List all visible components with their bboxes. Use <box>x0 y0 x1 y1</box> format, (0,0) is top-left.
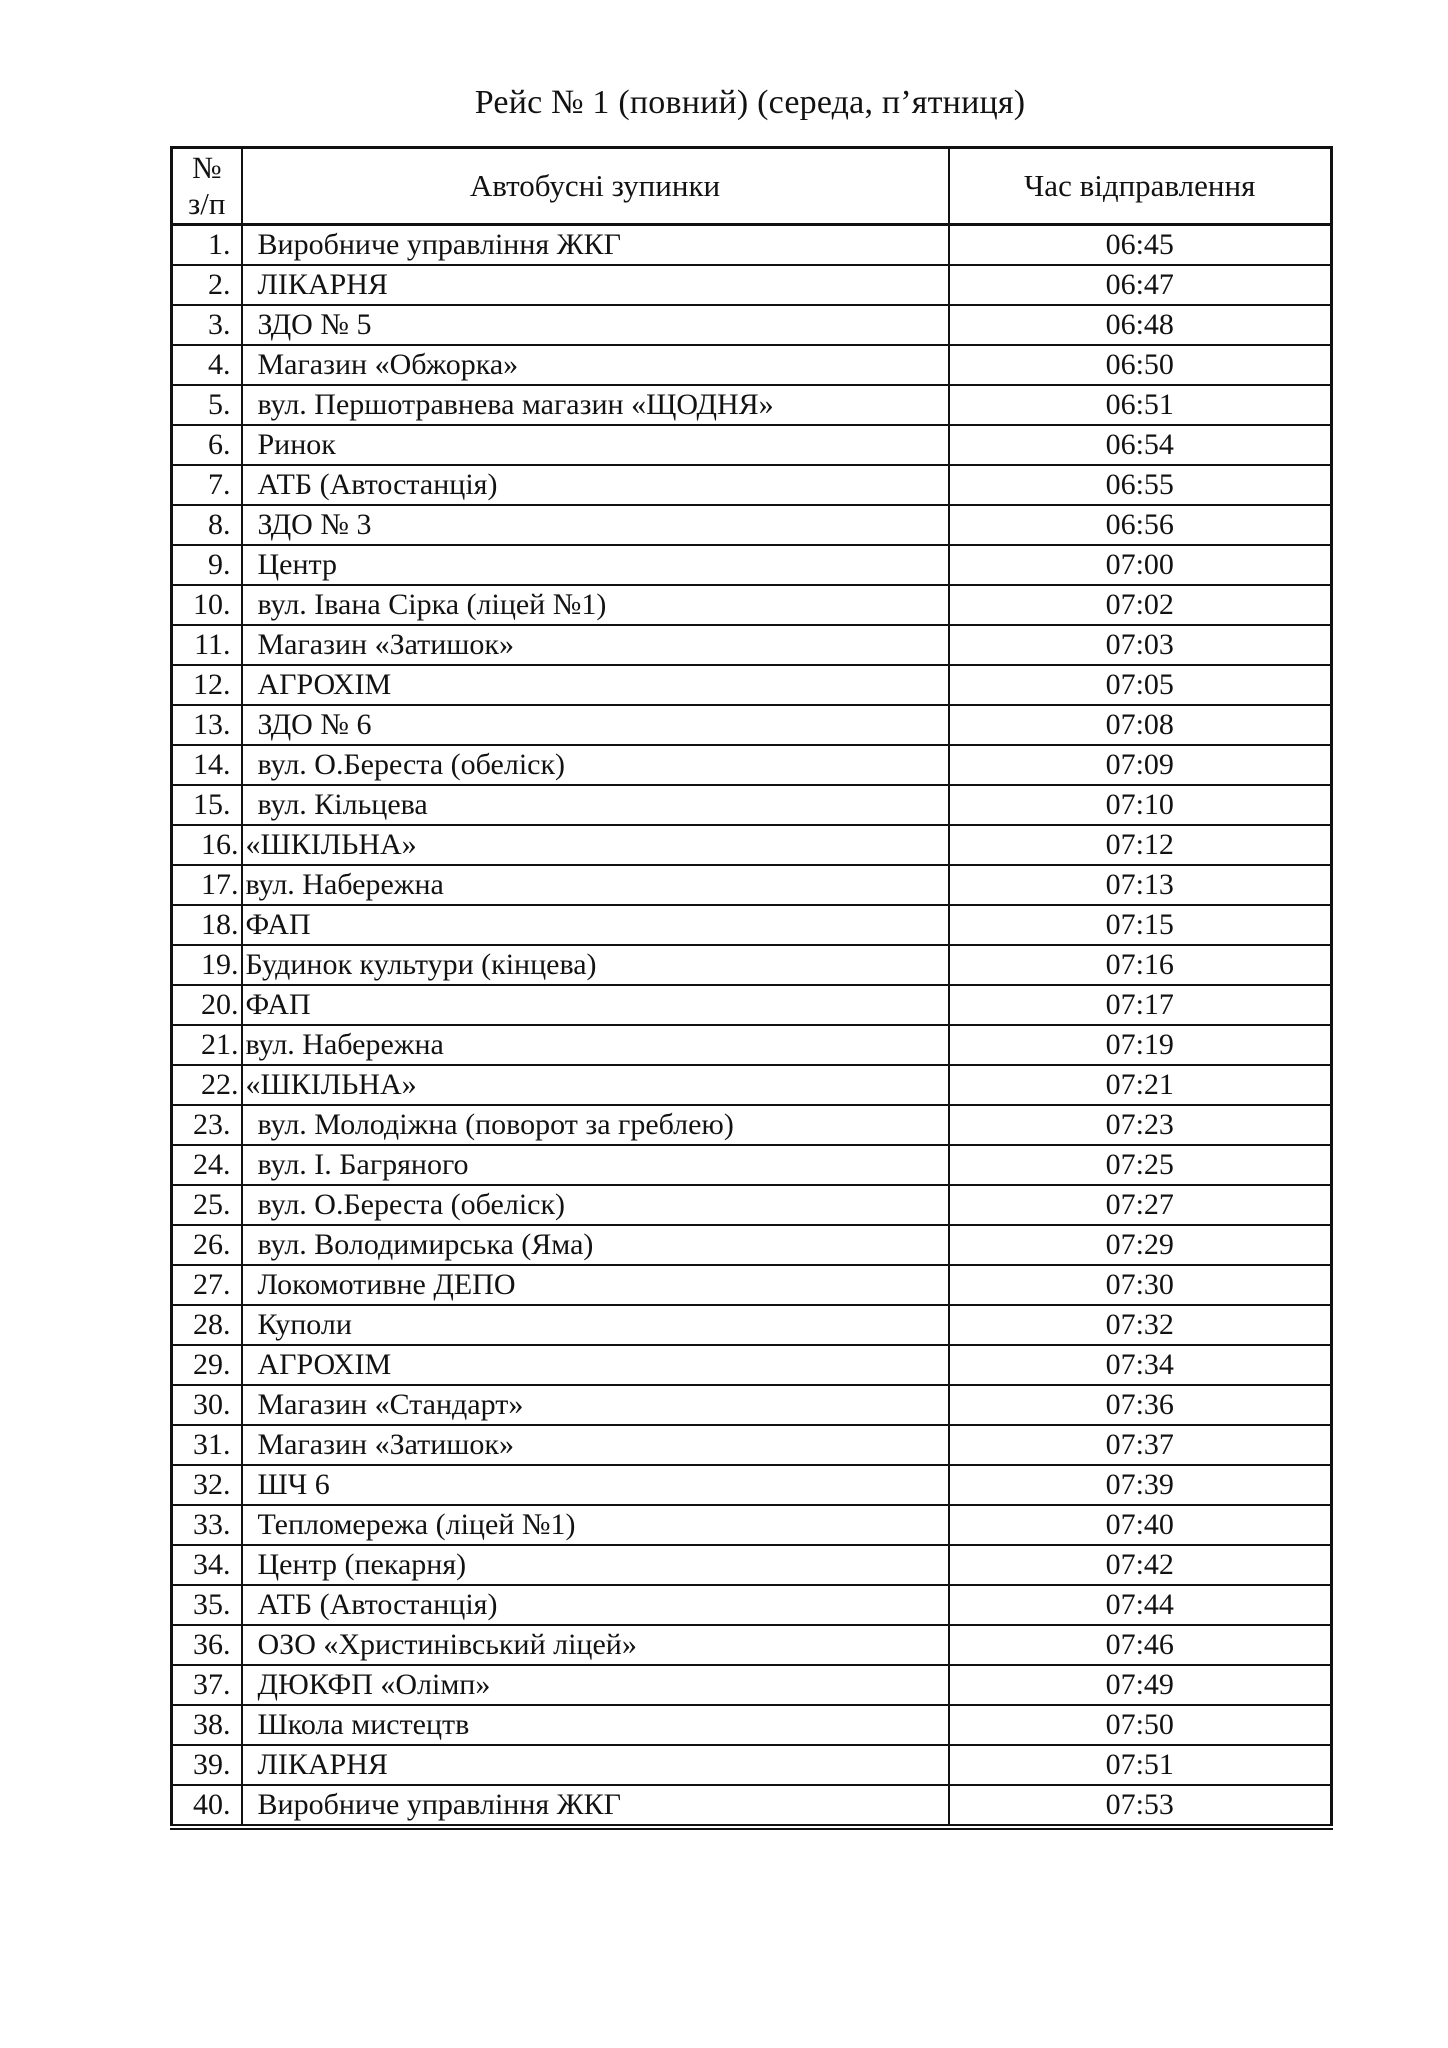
row-number-cell: 25. <box>172 1185 242 1225</box>
stop-name-cell: Школа мистецтв <box>242 1705 949 1745</box>
table-row <box>172 1545 1332 1585</box>
stop-name-cell: Виробниче управління ЖКГ <box>242 1785 949 1827</box>
departure-time-cell: 07:53 <box>949 1785 1332 1827</box>
stop-name-cell: АТБ (Автостанція) <box>242 1585 949 1625</box>
departure-time-cell: 07:44 <box>949 1585 1332 1625</box>
row-number-cell: 23. <box>172 1105 242 1145</box>
row-number-cell: 33. <box>172 1505 242 1545</box>
stop-name-cell: вул. Першотравнева магазин «ЩОДНЯ» <box>242 385 949 425</box>
departure-time-cell: 06:51 <box>949 385 1332 425</box>
stop-name-cell: вул. І. Багряного <box>242 1145 949 1185</box>
row-number-cell: 6. <box>172 425 242 465</box>
table-row <box>172 865 1332 905</box>
departure-time-cell: 07:16 <box>949 945 1332 985</box>
row-number-cell: 5. <box>172 385 242 425</box>
row-number-cell: 20. <box>172 985 242 1025</box>
table-row <box>172 825 1332 865</box>
row-number-cell: 4. <box>172 345 242 385</box>
stop-name-cell: Тепломережа (ліцей №1) <box>242 1505 949 1545</box>
table-row <box>172 625 1332 665</box>
table-row <box>172 1665 1332 1705</box>
row-number-cell: 3. <box>172 305 242 345</box>
departure-time-cell: 07:10 <box>949 785 1332 825</box>
table-row <box>172 1625 1332 1665</box>
schedule-table-body <box>172 225 1332 1828</box>
table-row <box>172 1385 1332 1425</box>
row-number-cell: 32. <box>172 1465 242 1505</box>
row-number-cell: 9. <box>172 545 242 585</box>
stop-name-cell: ФАП <box>242 985 949 1025</box>
departure-time-cell: 07:30 <box>949 1265 1332 1305</box>
departure-time-cell: 07:00 <box>949 545 1332 585</box>
table-row <box>172 1345 1332 1385</box>
table-row <box>172 1305 1332 1345</box>
row-number-cell: 26. <box>172 1225 242 1265</box>
table-row <box>172 545 1332 585</box>
stop-name-cell: ЗДО № 5 <box>242 305 949 345</box>
table-row <box>172 665 1332 705</box>
departure-time-cell: 07:05 <box>949 665 1332 705</box>
row-number-cell: 28. <box>172 1305 242 1345</box>
table-row <box>172 1265 1332 1305</box>
stop-name-cell: Магазин «Затишок» <box>242 625 949 665</box>
row-number-cell: 30. <box>172 1385 242 1425</box>
row-number-cell: 18. <box>172 905 242 945</box>
table-row <box>172 585 1332 625</box>
departure-time-cell: 07:39 <box>949 1465 1332 1505</box>
col-header-time: Час відправлення <box>949 148 1332 225</box>
departure-time-cell: 07:49 <box>949 1665 1332 1705</box>
departure-time-cell: 07:25 <box>949 1145 1332 1185</box>
departure-time-cell: 06:45 <box>949 225 1332 266</box>
departure-time-cell: 06:55 <box>949 465 1332 505</box>
row-number-cell: 39. <box>172 1745 242 1785</box>
departure-time-cell: 07:36 <box>949 1385 1332 1425</box>
stop-name-cell: вул. О.Береста (обеліск) <box>242 1185 949 1225</box>
departure-time-cell: 07:42 <box>949 1545 1332 1585</box>
stop-name-cell: АГРОХІМ <box>242 1345 949 1385</box>
row-number-cell: 11. <box>172 625 242 665</box>
row-number-cell: 7. <box>172 465 242 505</box>
table-row <box>172 1105 1332 1145</box>
departure-time-cell: 07:12 <box>949 825 1332 865</box>
stop-name-cell: ФАП <box>242 905 949 945</box>
row-number-cell: 37. <box>172 1665 242 1705</box>
departure-time-cell: 07:09 <box>949 745 1332 785</box>
table-row <box>172 225 1332 266</box>
departure-time-cell: 07:51 <box>949 1745 1332 1785</box>
header-row <box>172 148 1332 225</box>
departure-time-cell: 07:37 <box>949 1425 1332 1465</box>
stop-name-cell: Будинок культури (кінцева) <box>242 945 949 985</box>
stop-name-cell: вул. Володимирська (Яма) <box>242 1225 949 1265</box>
table-row <box>172 985 1332 1025</box>
stop-name-cell: ЛІКАРНЯ <box>242 1745 949 1785</box>
row-number-cell: 10. <box>172 585 242 625</box>
stop-name-cell: Локомотивне ДЕПО <box>242 1265 949 1305</box>
departure-time-cell: 07:23 <box>949 1105 1332 1145</box>
departure-time-cell: 07:46 <box>949 1625 1332 1665</box>
row-number-cell: 36. <box>172 1625 242 1665</box>
table-row <box>172 1785 1332 1827</box>
row-number-cell: 38. <box>172 1705 242 1745</box>
row-number-cell: 12. <box>172 665 242 705</box>
col-header-stops: Автобусні зупинки <box>242 148 949 225</box>
col-header-number-line1: № <box>191 150 222 185</box>
row-number-cell: 31. <box>172 1425 242 1465</box>
table-row <box>172 1505 1332 1545</box>
stop-name-cell: вул. Івана Сірка (ліцей №1) <box>242 585 949 625</box>
row-number-cell: 40. <box>172 1785 242 1827</box>
row-number-cell: 13. <box>172 705 242 745</box>
departure-time-cell: 07:34 <box>949 1345 1332 1385</box>
table-row <box>172 265 1332 305</box>
stop-name-cell: «ШКІЛЬНА» <box>242 825 949 865</box>
table-row <box>172 1465 1332 1505</box>
row-number-cell: 19. <box>172 945 242 985</box>
stop-name-cell: Центр <box>242 545 949 585</box>
stop-name-cell: вул. Набережна <box>242 865 949 905</box>
table-row <box>172 905 1332 945</box>
departure-time-cell: 07:21 <box>949 1065 1332 1105</box>
departure-time-cell: 06:56 <box>949 505 1332 545</box>
stop-name-cell: ШЧ 6 <box>242 1465 949 1505</box>
departure-time-cell: 07:29 <box>949 1225 1332 1265</box>
stop-name-cell: АГРОХІМ <box>242 665 949 705</box>
stop-name-cell: Ринок <box>242 425 949 465</box>
stop-name-cell: Магазин «Стандарт» <box>242 1385 949 1425</box>
departure-time-cell: 07:32 <box>949 1305 1332 1345</box>
table-row <box>172 385 1332 425</box>
table-row <box>172 1145 1332 1185</box>
stop-name-cell: вул. Кільцева <box>242 785 949 825</box>
departure-time-cell: 07:40 <box>949 1505 1332 1545</box>
stop-name-cell: Виробниче управління ЖКГ <box>242 225 949 266</box>
row-number-cell: 8. <box>172 505 242 545</box>
table-row <box>172 305 1332 345</box>
row-number-cell: 24. <box>172 1145 242 1185</box>
stop-name-cell: Центр (пекарня) <box>242 1545 949 1585</box>
table-row <box>172 1025 1332 1065</box>
table-row <box>172 425 1332 465</box>
table-row <box>172 1425 1332 1465</box>
table-row <box>172 1065 1332 1105</box>
row-number-cell: 2. <box>172 265 242 305</box>
departure-time-cell: 07:17 <box>949 985 1332 1025</box>
row-number-cell: 35. <box>172 1585 242 1625</box>
departure-time-cell: 07:13 <box>949 865 1332 905</box>
table-row <box>172 465 1332 505</box>
table-row <box>172 1705 1332 1745</box>
departure-time-cell: 07:08 <box>949 705 1332 745</box>
table-row <box>172 345 1332 385</box>
stop-name-cell: ЗДО № 3 <box>242 505 949 545</box>
row-number-cell: 17. <box>172 865 242 905</box>
stop-name-cell: вул. О.Береста (обеліск) <box>242 745 949 785</box>
stop-name-cell: ДЮКФП «Олімп» <box>242 1665 949 1705</box>
table-row <box>172 745 1332 785</box>
row-number-cell: 14. <box>172 745 242 785</box>
departure-time-cell: 07:03 <box>949 625 1332 665</box>
stop-name-cell: ЗДО № 6 <box>242 705 949 745</box>
stop-name-cell: ОЗО «Христинівський ліцей» <box>242 1625 949 1665</box>
departure-time-cell: 06:48 <box>949 305 1332 345</box>
stop-name-cell: Магазин «Обжорка» <box>242 345 949 385</box>
departure-time-cell: 06:47 <box>949 265 1332 305</box>
row-number-cell: 1. <box>172 225 242 266</box>
schedule-table-header <box>172 148 1332 225</box>
departure-time-cell: 07:15 <box>949 905 1332 945</box>
row-number-cell: 34. <box>172 1545 242 1585</box>
departure-time-cell: 06:54 <box>949 425 1332 465</box>
departure-time-cell: 07:02 <box>949 585 1332 625</box>
route-title: Рейс № 1 (повний) (середа, п’ятниця) <box>474 84 1026 121</box>
stop-name-cell: вул. Набережна <box>242 1025 949 1065</box>
stop-name-cell: Куполи <box>242 1305 949 1345</box>
departure-time-cell: 06:50 <box>949 345 1332 385</box>
table-row <box>172 505 1332 545</box>
col-header-number-line2: з/п <box>188 186 226 221</box>
table-row <box>172 1185 1332 1225</box>
table-row <box>172 1225 1332 1265</box>
row-number-cell: 29. <box>172 1345 242 1385</box>
table-row <box>172 785 1332 825</box>
departure-time-cell: 07:50 <box>949 1705 1332 1745</box>
departure-time-cell: 07:27 <box>949 1185 1332 1225</box>
schedule-table <box>170 146 1333 1830</box>
table-row <box>172 1745 1332 1785</box>
table-row <box>172 945 1332 985</box>
row-number-cell: 16. <box>172 825 242 865</box>
table-row <box>172 1585 1332 1625</box>
stop-name-cell: вул. Молодіжна (поворот за греблею) <box>242 1105 949 1145</box>
row-number-cell: 15. <box>172 785 242 825</box>
row-number-cell: 21. <box>172 1025 242 1065</box>
departure-time-cell: 07:19 <box>949 1025 1332 1065</box>
stop-name-cell: АТБ (Автостанція) <box>242 465 949 505</box>
row-number-cell: 22. <box>172 1065 242 1105</box>
col-header-number <box>172 148 242 225</box>
table-row <box>172 705 1332 745</box>
row-number-cell: 27. <box>172 1265 242 1305</box>
stop-name-cell: «ШКІЛЬНА» <box>242 1065 949 1105</box>
stop-name-cell: ЛІКАРНЯ <box>242 265 949 305</box>
stop-name-cell: Магазин «Затишок» <box>242 1425 949 1465</box>
